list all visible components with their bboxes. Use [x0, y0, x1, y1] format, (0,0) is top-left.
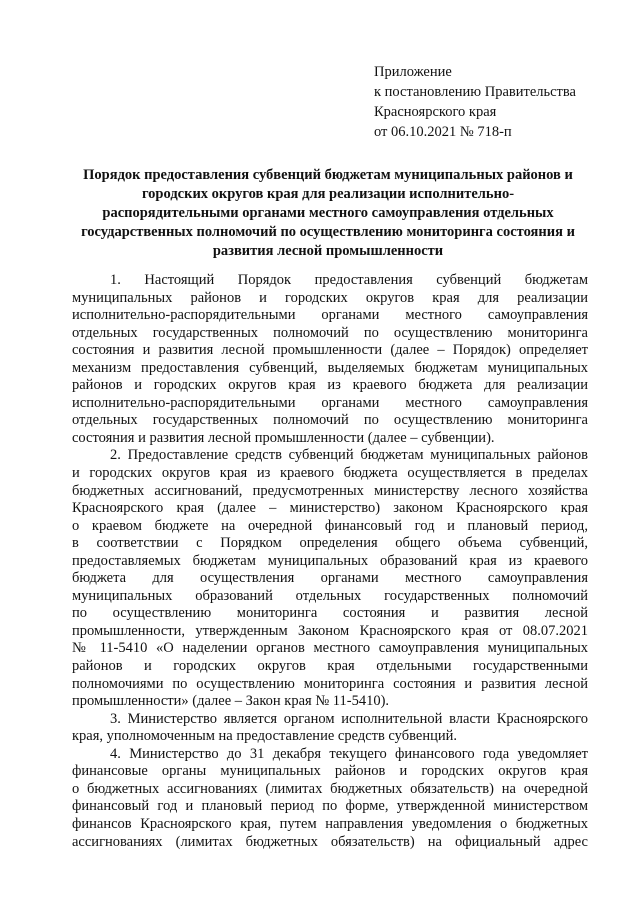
paragraph-line: муниципальных образований отдельных государственных полномочий	[72, 587, 588, 604]
paragraph-line: финансовые органы муниципальных районов и городских округов края	[72, 763, 588, 780]
title-line: распорядительными органами местного самоуправления отдельных	[102, 205, 554, 221]
appendix-line: от 06.10.2021 № 718-п	[374, 124, 512, 140]
paragraph-line: 1. Настоящий Порядок предоставления субвенций бюджетам	[110, 272, 588, 288]
title-line: государственных полномочий по осуществлению мониторинга состояния и	[81, 224, 575, 240]
title-line: городских округов края для реализации исполнительно-	[141, 186, 515, 202]
paragraph-line: 3. Министерство является органом исполнительной власти Красноярского	[110, 710, 588, 727]
paragraph-line: ассигнованиях (лимитах бюджетных обязательств) на официальный адрес	[72, 833, 588, 850]
paragraph-3	[72, 711, 588, 746]
paragraph-4	[72, 746, 588, 851]
paragraph-line: № 11-5410 «О наделении органов местного самоуправления муниципальных	[72, 640, 588, 657]
paragraph-line: механизм предоставления субвенций, выделяемых бюджетам муниципальных	[72, 359, 588, 376]
paragraph-line: края, уполномоченным на предоставление средств субвенций.	[72, 728, 457, 745]
paragraph-line: финансовый год и плановый период по форме, утвержденной министерством	[72, 798, 588, 815]
paragraph-line: исполнительно-распорядительными органами местного самоуправления	[72, 394, 588, 411]
document-body	[72, 272, 588, 851]
paragraph-line: полномочиями по осуществлению мониторинга состояния и развития лесной	[72, 675, 588, 692]
paragraph-line: 2. Предоставление средств субвенций бюджетам муниципальных районов	[110, 447, 588, 464]
paragraph-line: 4. Министерство до 31 декабря текущего финансового года уведомляет	[110, 745, 588, 762]
appendix-header	[374, 62, 576, 142]
paragraph-line: бюджета для осуществления органами местного самоуправления	[72, 570, 588, 587]
paragraph-line: промышленности, утвержденным Законом Красноярского края от 08.07.2021	[72, 622, 588, 639]
paragraph-line: по осуществлению мониторинга состояния и развития лесной	[72, 605, 588, 622]
appendix-line: Красноярского края	[374, 104, 497, 120]
appendix-line: Приложение	[374, 64, 452, 80]
paragraph-line: промышленности» (далее – Закон края № 11-5410).	[72, 693, 390, 710]
paragraph-line: финансов Красноярского края, путем направления уведомления о бюджетных	[72, 815, 588, 832]
title-line: Порядок предоставления субвенций бюджетам муниципальных районов и	[83, 167, 573, 183]
document-title	[64, 166, 592, 261]
paragraph-line: предоставляемых бюджетам муниципальных образований края из краевого	[72, 552, 588, 569]
paragraph-line: районов и городских округов края отдельными государственными	[72, 658, 588, 675]
paragraph-line: отдельных государственных полномочий по осуществлению мониторинга	[72, 412, 588, 429]
paragraph-line: исполнительно-распорядительными органами местного самоуправления	[72, 307, 588, 324]
paragraph-line: отдельных государственных полномочий по осуществлению мониторинга	[72, 324, 588, 341]
paragraph-line: о бюджетных ассигнованиях (лимитах бюджетных обязательств) на очередной	[72, 780, 588, 797]
paragraph-1	[72, 272, 588, 447]
appendix-line: к постановлению Правительства	[374, 84, 576, 100]
paragraph-line: муниципальных районов и городских округов края для реализации	[72, 289, 588, 306]
paragraph-line: состояния и развития лесной промышленности (далее – субвенции).	[72, 429, 495, 446]
paragraph-line: в соответствии с Порядком определения общего объема субвенций,	[72, 535, 588, 552]
paragraph-line: Красноярского края (далее – министерство) законом Красноярского края	[72, 500, 588, 517]
paragraph-line: бюджетных ассигнований, предусмотренных министерству лесного хозяйства	[72, 482, 588, 499]
paragraph-line: и городских округов края из краевого бюджета осуществляется в пределах	[72, 465, 588, 482]
paragraph-line: районов и городских округов края из краевого бюджета для реализации	[72, 377, 588, 394]
paragraph-line: состояния и развития лесной промышленности (далее – Порядок) определяет	[72, 342, 588, 359]
paragraph-line: о краевом бюджете на очередной финансовый год и плановый период,	[72, 517, 588, 534]
title-line: развития лесной промышленности	[212, 243, 444, 259]
paragraph-2	[72, 447, 588, 710]
